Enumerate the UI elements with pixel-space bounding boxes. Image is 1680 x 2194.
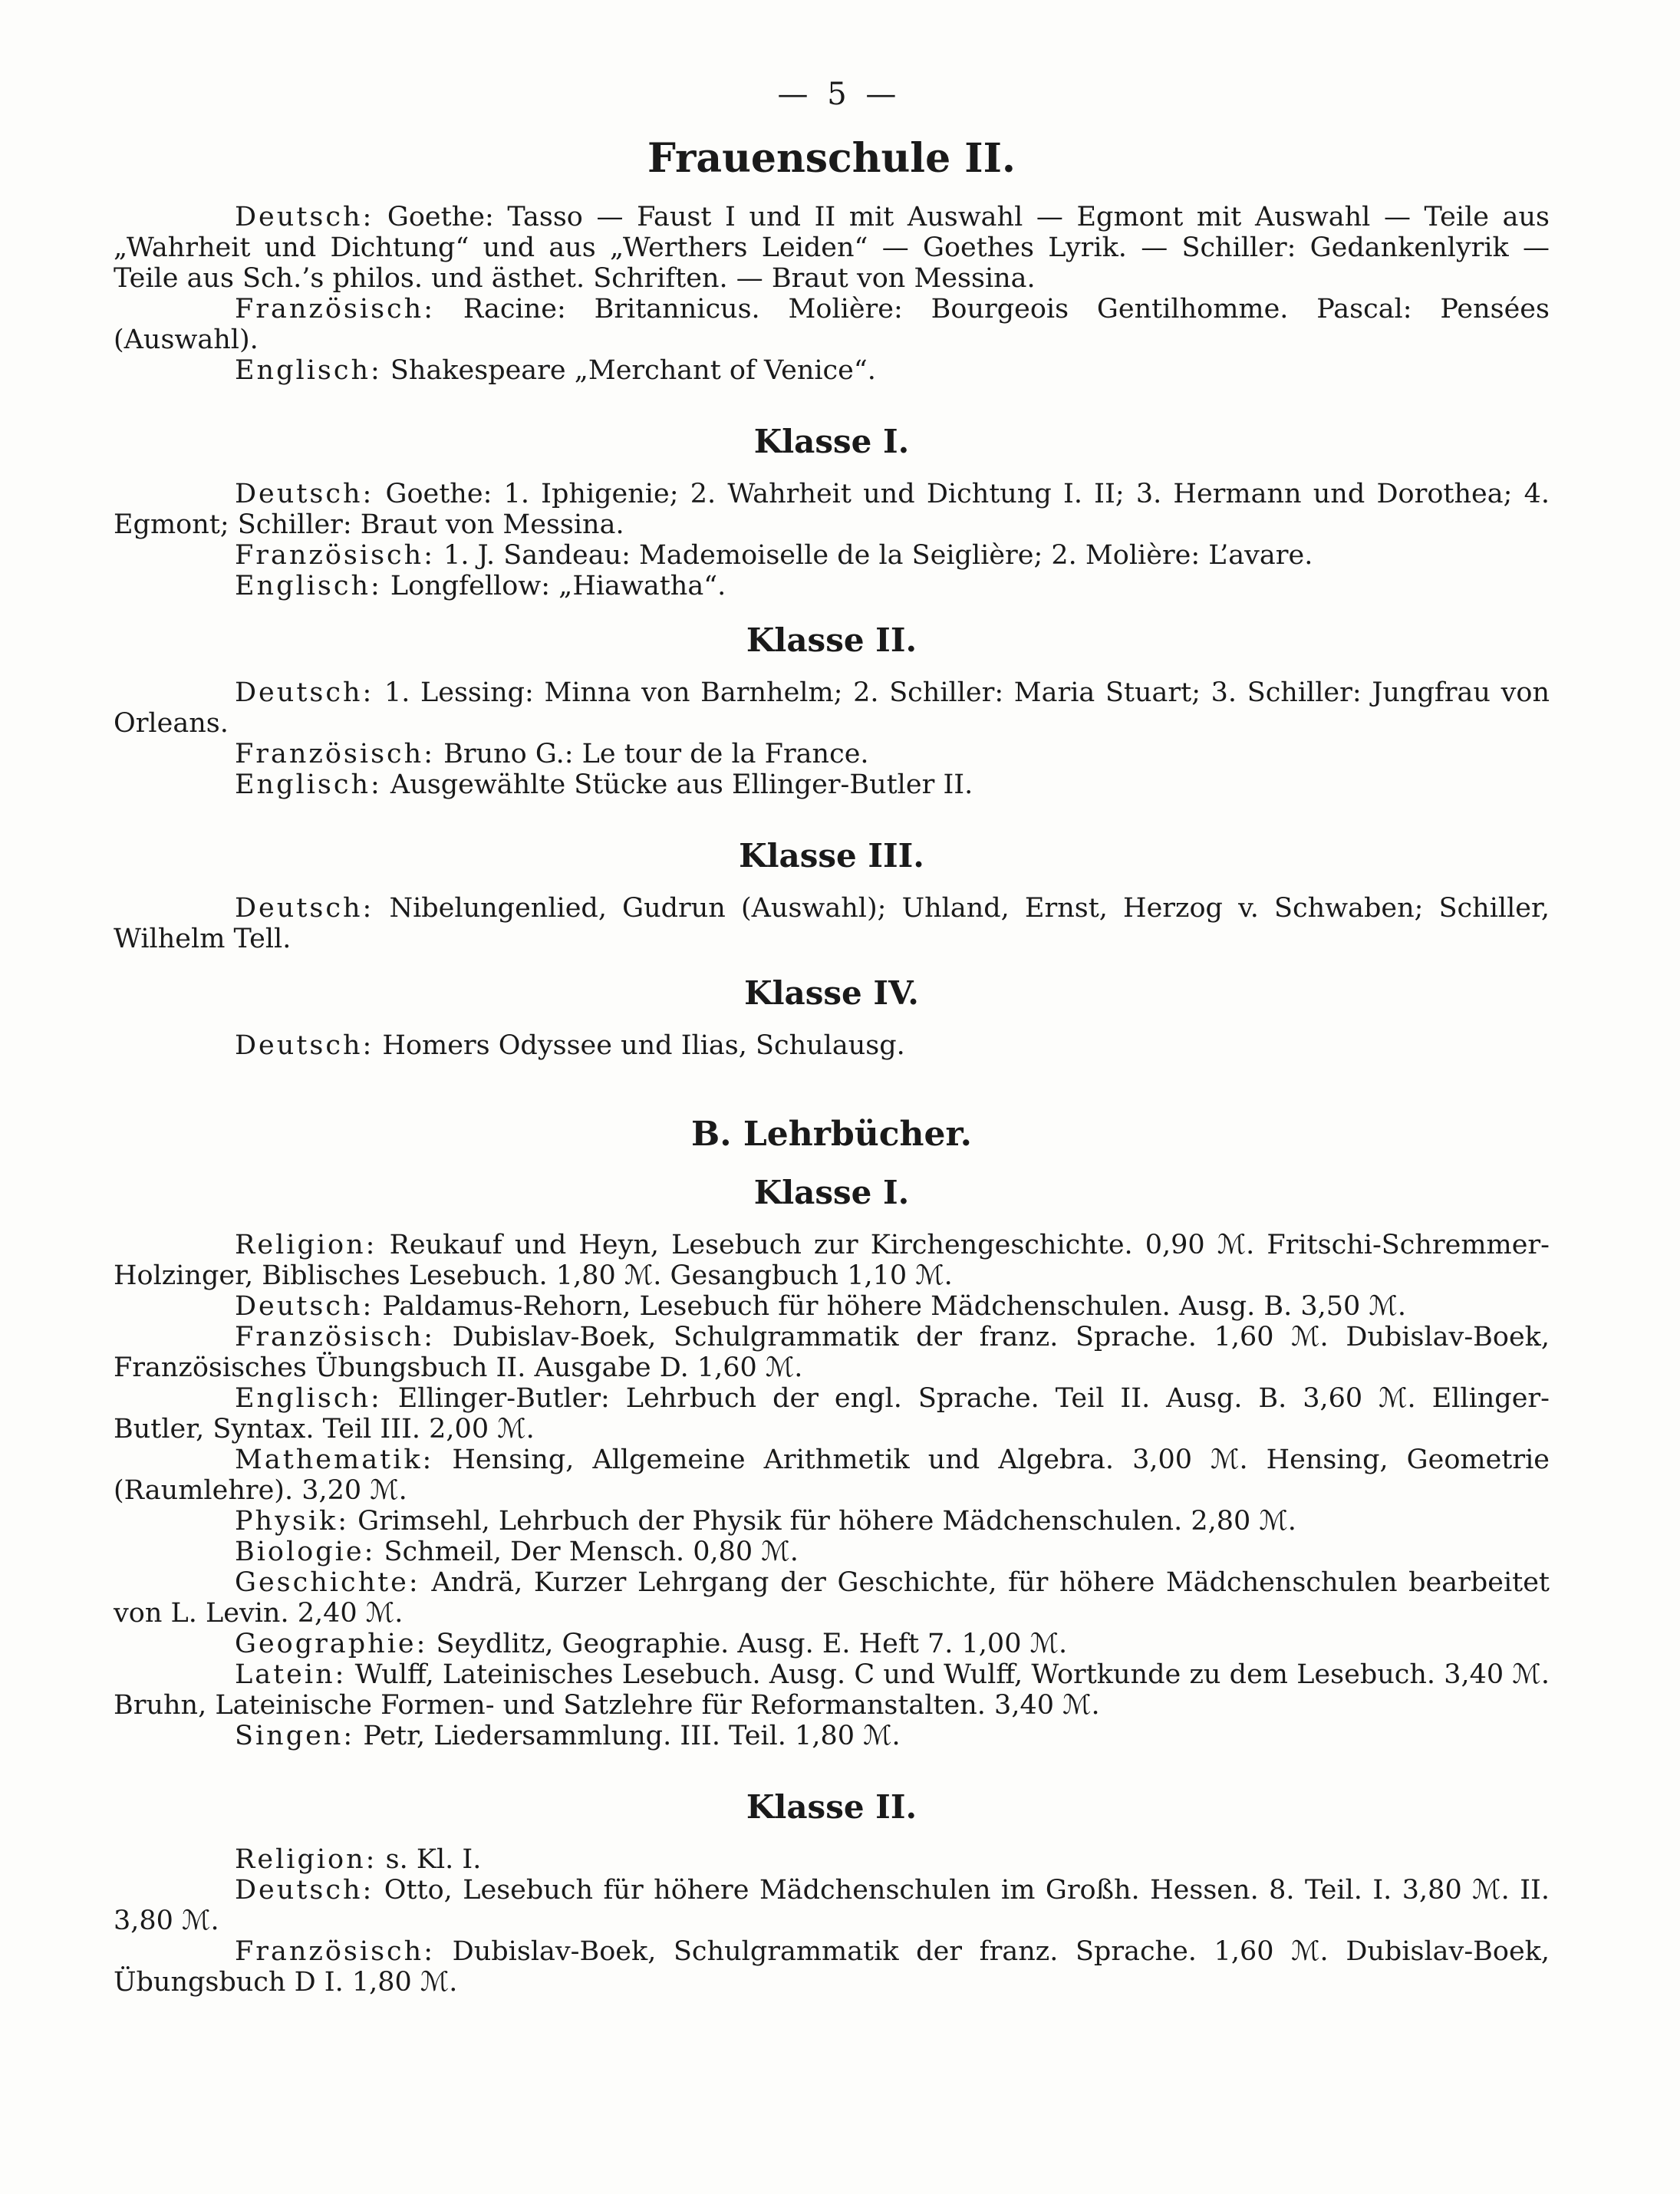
subject-label: Englisch: <box>235 769 382 800</box>
class-heading-4: Klasse IV. <box>744 974 919 1012</box>
entry <box>114 1537 1550 1567</box>
subject-label: Englisch: <box>235 355 382 386</box>
entry <box>114 355 1550 386</box>
entry-text: Reukauf und Heyn, Lesebuch zur Kirchengeschichte. 0,90 ℳ. Fritschi-Schremmer-Holzinger, Biblisches Lesebuch. 1,80 ℳ. Gesangbuch 1,10 ℳ. <box>114 1230 1550 1291</box>
class-heading-3: Klasse III. <box>739 837 924 875</box>
subject-label: Deutsch: <box>235 893 374 924</box>
entry-text: Goethe: Tasso — Faust I und II mit Auswahl — Egmont mit Auswahl — Teile aus „Wahrheit und Dichtung“ und aus „Werthers Leiden“ — Goethes Lyrik. — Schiller: Gedankenlyrik — Teile aus Sch.’s philos. und ästhet. Schriften. — Braut von Messina. <box>114 202 1550 294</box>
entry <box>114 769 1550 800</box>
entry-text: Wulff, Lateinisches Lesebuch. Ausg. C und Wulff, Wortkunde zu dem Lesebuch. 3,40 ℳ. Bruhn, Lateinische Formen- und Satzlehre für Reformanstalten. 3,40 ℳ. <box>114 1659 1550 1721</box>
subject-label: Deutsch: <box>235 202 374 232</box>
entry-text: Seydlitz, Geographie. Ausg. E. Heft 7. 1,00 ℳ. <box>436 1629 1068 1659</box>
entry <box>114 202 1550 294</box>
textbooks-class-heading-2: Klasse II. <box>746 1788 917 1826</box>
textbooks-class-heading-1: Klasse I. <box>753 1174 910 1211</box>
entry-text: Homers Odyssee und Ilias, Schulausg. <box>382 1030 905 1061</box>
entry-text: Paldamus-Rehorn, Lesebuch für höhere Mädchenschulen. Ausg. B. 3,50 ℳ. <box>382 1291 1406 1322</box>
subject-label: Französisch: <box>235 1936 435 1967</box>
entry <box>114 1445 1550 1506</box>
entry <box>114 893 1550 954</box>
subject-label: Religion: <box>235 1844 377 1875</box>
entry-text: Hensing, Allgemeine Arithmetik und Algebra. 3,00 ℳ. Hensing, Geometrie (Raumlehre). 3,20 ℳ. <box>114 1445 1550 1506</box>
class-heading-1: Klasse I. <box>753 423 910 460</box>
entry-text: Grimsehl, Lehrbuch der Physik für höhere Mädchenschulen. 2,80 ℳ. <box>357 1506 1296 1537</box>
entry-text: Longfellow: „Hiawatha“. <box>390 571 726 601</box>
entry-text: Dubislav-Boek, Schulgrammatik der franz. Sprache. 1,60 ℳ. Dubislav-Boek, Französisches Übungsbuch II. Ausgabe D. 1,60 ℳ. <box>114 1322 1550 1383</box>
entry <box>114 571 1550 601</box>
entry-text: Andrä, Kurzer Lehrgang der Geschichte, für höhere Mädchenschulen bearbeitet von L. Levin. 2,40 ℳ. <box>114 1567 1550 1629</box>
subject-label: Französisch: <box>235 294 435 324</box>
subject-label: Latein: <box>235 1659 347 1690</box>
entry <box>114 1721 1550 1751</box>
entry <box>114 1567 1550 1629</box>
entry <box>114 677 1550 739</box>
subject-label: Englisch: <box>235 1383 382 1414</box>
entry <box>114 1230 1550 1291</box>
subject-label: Mathematik: <box>235 1445 434 1475</box>
subject-label: Englisch: <box>235 571 382 601</box>
subject-label: Französisch: <box>235 540 435 571</box>
entry-text: Dubislav-Boek, Schulgrammatik der franz. Sprache. 1,60 ℳ. Dubislav-Boek, Übungsbuch D I. 1,80 ℳ. <box>114 1936 1550 1998</box>
subject-label: Deutsch: <box>235 1875 374 1906</box>
subject-label: Religion: <box>235 1230 377 1260</box>
subject-label: Französisch: <box>235 1322 435 1352</box>
entry <box>114 540 1550 571</box>
subject-label: Deutsch: <box>235 1291 374 1322</box>
subject-label: Deutsch: <box>235 479 374 509</box>
entry <box>114 1659 1550 1721</box>
entry-text: Ellinger-Butler: Lehrbuch der engl. Sprache. Teil II. Ausg. B. 3,60 ℳ. Ellinger-Butler, Syntax. Teil III. 2,00 ℳ. <box>114 1383 1550 1445</box>
entry-text: Schmeil, Der Mensch. 0,80 ℳ. <box>384 1537 799 1567</box>
subject-label: Singen: <box>235 1721 355 1751</box>
subject-label: Geographie: <box>235 1629 428 1659</box>
entry <box>114 1844 1550 1875</box>
class-heading-2: Klasse II. <box>746 621 917 659</box>
entry-text: Shakespeare „Merchant of Venice“. <box>390 355 876 386</box>
entry <box>114 479 1550 540</box>
entry <box>114 294 1550 355</box>
entry <box>114 1383 1550 1445</box>
entry <box>114 1030 1550 1061</box>
entry-text: Bruno G.: Le tour de la France. <box>443 739 869 769</box>
entry-text: s. Kl. I. <box>385 1844 482 1875</box>
subject-label: Biologie: <box>235 1537 376 1567</box>
subject-label: Deutsch: <box>235 1030 374 1061</box>
entry <box>114 1936 1550 1998</box>
entry-text: 1. J. Sandeau: Mademoiselle de la Seiglière; 2. Molière: L’avare. <box>443 540 1313 571</box>
subject-label: Französisch: <box>235 739 435 769</box>
entry <box>114 1506 1550 1537</box>
entry <box>114 1629 1550 1659</box>
subject-label: Geschichte: <box>235 1567 420 1598</box>
entry-text: Goethe: 1. Iphigenie; 2. Wahrheit und Dichtung I. II; 3. Hermann und Dorothea; 4. Egmont; Schiller: Braut von Messina. <box>114 479 1550 540</box>
entry-text: Petr, Liedersammlung. III. Teil. 1,80 ℳ. <box>363 1721 901 1751</box>
section-heading-lehrbuecher: B. Lehrbücher. <box>691 1115 972 1154</box>
subject-label: Physik: <box>235 1506 350 1537</box>
entry <box>114 739 1550 769</box>
subject-label: Deutsch: <box>235 677 374 708</box>
page-number: — 5 — <box>777 77 901 112</box>
entry <box>114 1322 1550 1383</box>
entry <box>114 1291 1550 1322</box>
entry-text: Ausgewählte Stücke aus Ellinger-Butler II. <box>390 769 973 800</box>
entry <box>114 1875 1550 1936</box>
entry-text: 1. Lessing: Minna von Barnhelm; 2. Schiller: Maria Stuart; 3. Schiller: Jungfrau von Orleans. <box>114 677 1550 739</box>
entry-text: Otto, Lesebuch für höhere Mädchenschulen im Großh. Hessen. 8. Teil. I. 3,80 ℳ. II. 3,80 ℳ. <box>114 1875 1550 1936</box>
entry-text: Nibelungenlied, Gudrun (Auswahl); Uhland, Ernst, Herzog v. Schwaben; Schiller, Wilhelm Tell. <box>114 893 1550 954</box>
entry-text: Racine: Britannicus. Molière: Bourgeois Gentilhomme. Pascal: Pensées (Auswahl). <box>114 294 1550 355</box>
section-heading-frauenschule: Frauenschule II. <box>647 135 1016 182</box>
